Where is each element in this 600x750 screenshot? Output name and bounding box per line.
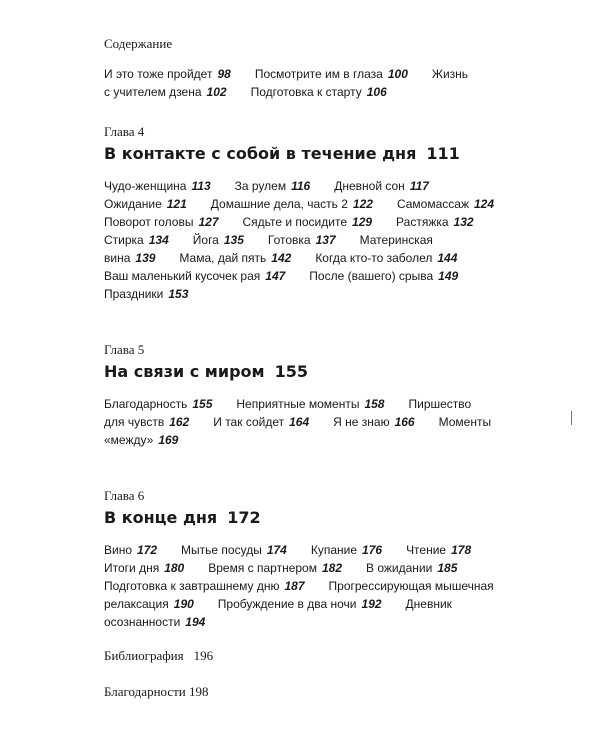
chapter-4 [104,123,574,303]
toc-line [104,577,574,595]
entry-title: Ожидание [104,197,162,211]
entry-title: Самомассаж [396,197,469,211]
entry-page: 134 [148,233,169,247]
entry-title: Йога [192,233,219,247]
entry-page: 194 [185,615,206,629]
entry-page: 176 [362,543,383,557]
acknowledgements-entry: Благодарности 198 [104,684,209,699]
entry-title: Моменты [438,415,492,429]
entry-page: 122 [352,197,373,211]
entry-title: Сядьте и посидите [242,215,348,229]
toc-line [104,541,574,559]
entry-title: Дневник [405,597,452,611]
toc-line [104,83,574,101]
entry-page: 100 [387,67,408,81]
toc-line [104,213,574,231]
entry-title: Когда кто-то заболел [315,251,433,265]
chapter-title [104,362,574,382]
entry-title: Неприятные моменты [236,397,360,411]
entry-page: 129 [352,215,373,229]
toc-line [104,177,574,195]
entry-page: 174 [266,543,287,557]
chapter-entries [104,541,574,631]
entry-page: 169 [158,433,179,447]
entry-title: Поворот головы [104,215,194,229]
entry-title: Домашние дела, часть 2 [210,197,348,211]
bibliography-entry [104,647,574,665]
entry-page: 182 [321,561,343,575]
chapter-5 [104,341,574,449]
entry-page: 121 [166,197,187,211]
entry-title: И это тоже пройдет [104,67,213,81]
entry-page: 153 [168,287,189,301]
toc-line [104,559,574,577]
entry-page: 166 [394,415,415,429]
running-head: Содержание [104,36,173,51]
entry-title: Подготовка к завтрашнему дню [104,579,280,593]
entry-title: Чудо-женщина [104,179,187,193]
entry-title: Я не знаю [333,415,390,429]
entry-title: Посмотрите им в глаза [254,67,383,81]
entry-page: 147 [265,269,286,283]
entry-page: 102 [206,85,227,99]
entry-title: После (вашего) срыва [309,269,434,283]
entry-page: 142 [271,251,292,265]
entry-title: с учителем дзена [104,85,202,99]
toc-line [104,413,574,431]
entry-title: Итоги дня [104,561,160,575]
chapter-title [104,508,574,528]
entry-title: Ваш маленький кусочек рая [104,269,261,283]
entry-title: «между» [104,433,154,447]
entry-page: 190 [173,597,194,611]
chapter-entries [104,177,574,303]
chapter-label: Глава 6 [104,488,145,503]
chapter-title-text: В контакте с собой в течение дня [104,144,417,163]
chapter-label: Глава 5 [104,342,145,357]
entry-title: Вино [104,543,133,557]
toc-line [104,285,574,303]
entry-title: Мама, дай пять [179,251,267,265]
chapter-title-text: В конце дня [104,508,218,527]
entry-page: 135 [223,233,244,247]
entry-title: Праздники [104,287,164,301]
entry-title: Материнская [359,233,433,247]
margin-mark [571,411,572,425]
entry-page: 139 [135,251,156,265]
toc-line [104,267,574,285]
entry-page: 116 [291,179,311,193]
toc-line [104,65,574,83]
toc-line [104,431,574,449]
entry-page: 98 [217,67,231,81]
entry-title: осознанности [104,615,181,629]
toc-line [104,249,574,267]
entry-page: 180 [164,561,185,575]
entry-title: Растяжка [396,215,449,229]
entry-page: 155 [192,397,213,411]
entry-page: 137 [315,233,336,247]
entry-title: вина [104,251,131,265]
toc-line [104,595,574,613]
entry-page: 149 [438,269,459,283]
entry-title: Подготовка к старту [250,85,362,99]
chapter-page: 172 [227,508,261,527]
entry-title: релаксация [104,597,169,611]
entry-page: 117 [409,179,429,193]
chapter-page: 155 [274,362,308,381]
entry-title: Прогрессирующая мышечная [328,579,494,593]
chapter-title-text: На связи с миром [104,362,265,381]
entry-page: 162 [169,415,190,429]
entry-title: Купание [310,543,358,557]
entry-page: 144 [437,251,458,265]
entry-page: 178 [451,543,472,557]
entry-page: 113 [191,179,211,193]
bibliography-page: 196 [193,648,214,663]
chapter-title [104,144,574,164]
entry-page: 172 [137,543,158,557]
entry-title: И так сойдет [213,415,285,429]
entry-title: За рулем [234,179,287,193]
entry-title: Мытье посуды [181,543,262,557]
chapter-page: 111 [426,144,460,163]
entry-title: Стирка [104,233,144,247]
entry-page: 132 [453,215,474,229]
intro-entries [104,65,574,101]
entry-page: 185 [437,561,458,575]
entry-title: Чтение [406,543,447,557]
entry-title: Благодарность [104,397,188,411]
entry-page: 192 [361,597,382,611]
bibliography-label: Библиография [104,648,184,663]
chapter-label: Глава 4 [104,124,145,139]
chapter-6 [104,487,574,631]
entry-page: 127 [198,215,219,229]
entry-title: Пиршество [408,397,472,411]
chapter-entries [104,395,574,449]
entry-title: Время с партнером [208,561,317,575]
entry-title: для чувств [104,415,165,429]
toc-line [104,613,574,631]
toc-page [104,36,574,701]
entry-title: Пробуждение в два ночи [217,597,357,611]
toc-line [104,231,574,249]
entry-title: Дневной сон [334,179,405,193]
entry-title: Готовка [267,233,311,247]
toc-line [104,195,574,213]
entry-page: 187 [284,579,305,593]
entry-title: Жизнь [431,67,469,81]
entry-title: В ожидании [366,561,433,575]
entry-page: 106 [366,85,387,99]
entry-page: 158 [364,397,385,411]
entry-page: 124 [473,197,495,211]
entry-page: 164 [289,415,310,429]
toc-line [104,395,574,413]
